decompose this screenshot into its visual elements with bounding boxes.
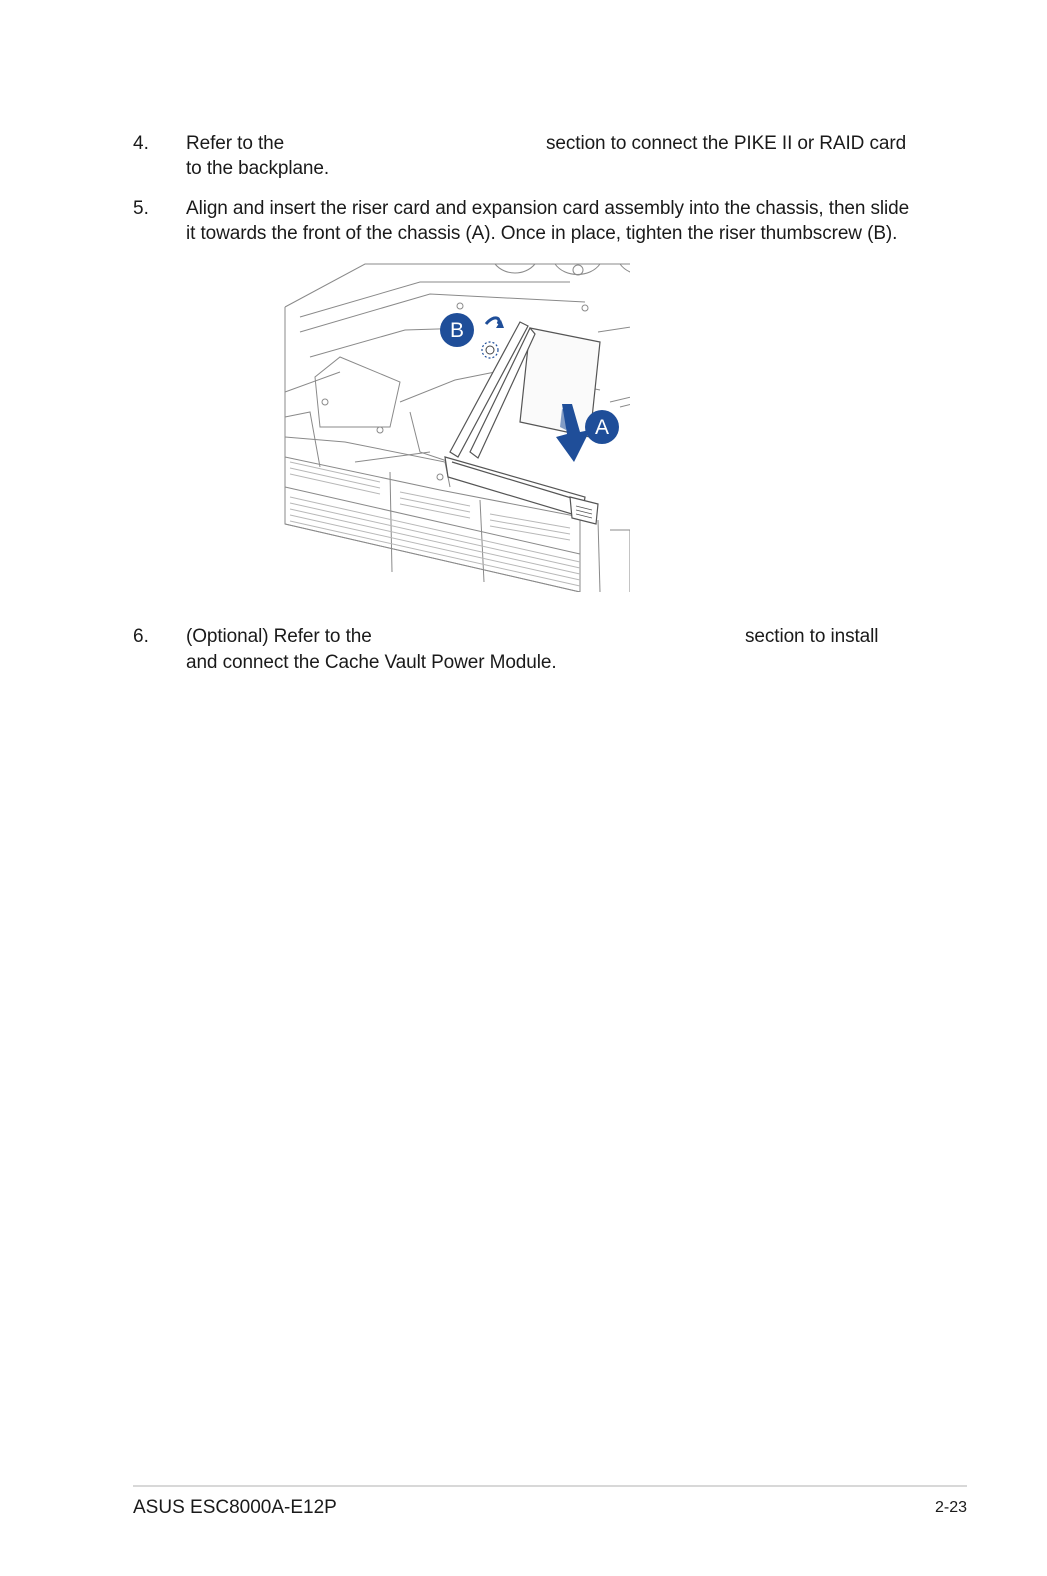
riser-card-installation-illustration [280, 262, 630, 592]
footer-page-number: 2-23 [934, 1499, 967, 1516]
step-6-text-line2: and connect the Cache Vault Power Module. [186, 652, 557, 673]
callout-a-label: A [594, 416, 610, 439]
step-5-number: 5. [133, 198, 149, 219]
step-4-text-start: Refer to the [186, 133, 285, 154]
footer-divider [133, 1485, 967, 1487]
step-4-text-line2: to the backplane. [186, 158, 330, 179]
step-4-text-end: section to connect the PIKE II or RAID card [546, 133, 907, 154]
step-6-text-end: section to install [745, 626, 879, 647]
callout-b [440, 313, 474, 347]
callout-b-label: B [449, 319, 465, 342]
front-vents [290, 462, 580, 586]
callout-a [585, 410, 619, 444]
step-5-text-line2: it towards the front of the chassis (A). Once in place, tighten the riser thumbscrew (B). [186, 223, 898, 244]
riser-thumbscrew [482, 318, 504, 358]
step-6-text-start: (Optional) Refer to the [186, 626, 372, 647]
footer-product-name: ASUS ESC8000A-E12P [133, 1497, 337, 1518]
step-6-number: 6. [133, 626, 149, 647]
step-4-number: 4. [133, 133, 149, 154]
step-5-text-line1: Align and insert the riser card and expansion card assembly into the chassis, then slide [186, 198, 910, 219]
